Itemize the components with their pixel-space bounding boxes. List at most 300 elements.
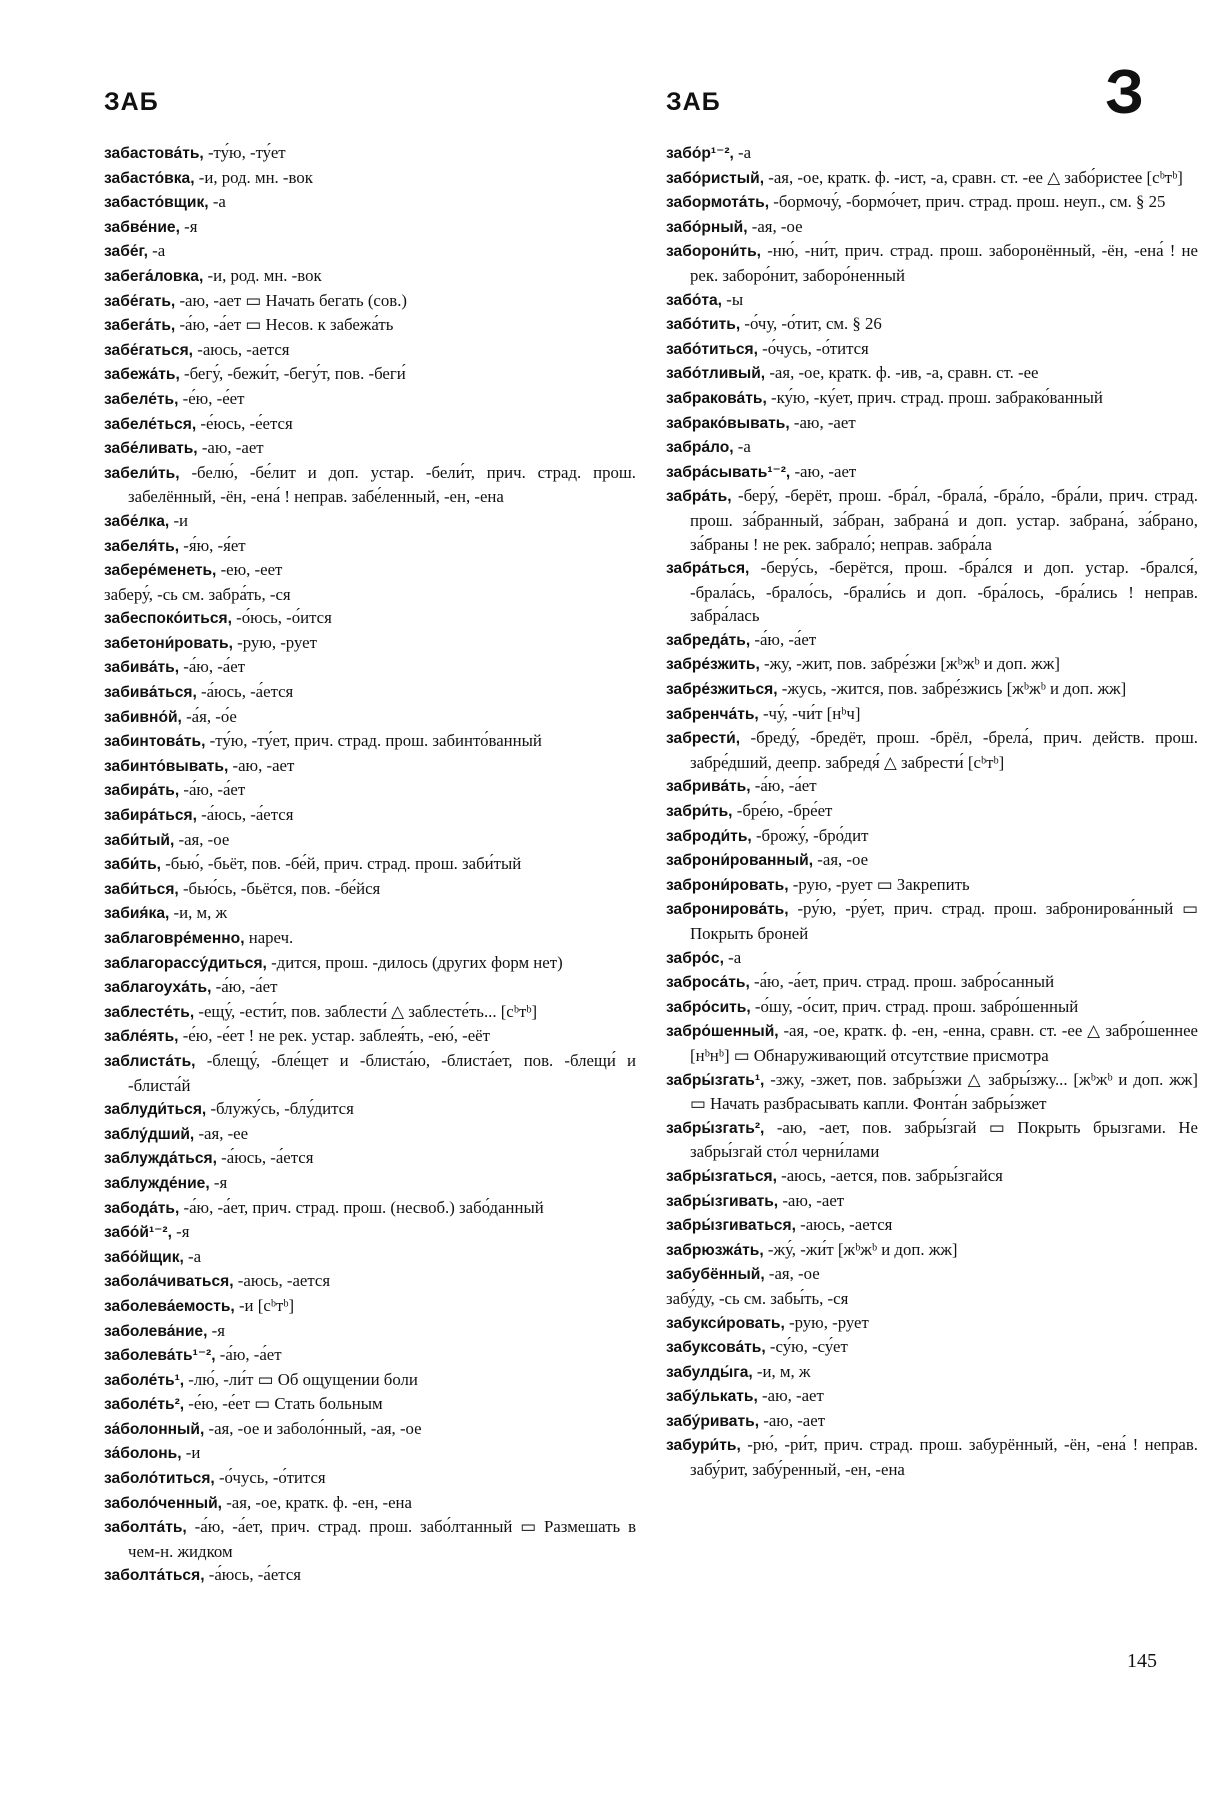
entry-body: -ая, -ое, кратк. ф. -ен, -ена xyxy=(222,1492,412,1512)
entry-body: заберу́, -сь см. забра́ть, -ся xyxy=(104,584,291,604)
entry-body: -рую, -рует xyxy=(784,1312,869,1332)
dictionary-entry xyxy=(104,264,636,289)
entry-body: -я xyxy=(207,1320,225,1340)
dictionary-entry xyxy=(666,460,1198,485)
headword: забеле́ть, xyxy=(104,390,179,408)
dictionary-entry xyxy=(666,239,1198,287)
dictionary-entry xyxy=(104,680,636,705)
dictionary-entry xyxy=(666,1189,1198,1214)
entry-body: -а́я, -о́е xyxy=(181,706,237,726)
dictionary-entry xyxy=(104,1515,636,1563)
headword: заби́тый, xyxy=(104,831,175,849)
dictionary-entry xyxy=(666,1335,1198,1360)
headword: забеля́ть, xyxy=(104,537,180,555)
dictionary-entry xyxy=(104,1441,636,1466)
dictionary-entry xyxy=(104,1491,636,1516)
entry-body: -ая, -ое, кратк. ф. -ен, -енна, сравн. ст. -ее △ забро́шеннее [нᵇнᵇ] ▭ Обнаруживающий отсутствие присмотра xyxy=(690,1021,1198,1065)
entry-body: нареч. xyxy=(244,928,294,947)
dictionary-entry xyxy=(104,803,636,828)
entry-body: -а́ю, -а́ет, прич. страд. прош. забо́лтанный ▭ Размешать в чем-н. жидком xyxy=(128,1517,636,1561)
entry-body: -а́юсь, -а́ется xyxy=(216,1148,314,1168)
headword: забро́сить, xyxy=(666,998,751,1016)
headword: забо́тливый, xyxy=(666,365,766,383)
headword: забеле́ться, xyxy=(104,415,197,433)
headword: забастова́ть, xyxy=(104,145,204,162)
headword: забега́ть, xyxy=(104,317,176,335)
dictionary-entry xyxy=(666,1384,1198,1409)
entry-body: -я́ю, -я́ет xyxy=(179,535,246,555)
headword: за́болонь, xyxy=(104,1445,182,1463)
headword: забо́р¹⁻², xyxy=(666,145,734,162)
entry-body: -а xyxy=(723,947,742,967)
headword: забронирова́ть, xyxy=(666,901,789,919)
headword: забро́шенный, xyxy=(666,1023,779,1041)
entry-body: -ту́ю, -ту́ет, прич. страд. прош. забинто́ванный xyxy=(205,731,542,751)
dictionary-entry xyxy=(104,1319,636,1344)
entry-body: -и, род. мн. -вок xyxy=(194,167,313,187)
headword: забира́ть, xyxy=(104,782,180,800)
dictionary-entry xyxy=(104,655,636,680)
dictionary-entry xyxy=(666,484,1198,556)
headword: забо́ристый, xyxy=(666,169,765,187)
entry-body: -о́чу, -о́тит, см. § 26 xyxy=(740,314,882,334)
dictionary-entry xyxy=(104,951,636,976)
dictionary-entry xyxy=(104,1563,636,1588)
headword: забры́згать¹, xyxy=(666,1071,765,1089)
entry-body: -а xyxy=(208,192,226,212)
dictionary-entry xyxy=(104,828,636,853)
entry-body: -я xyxy=(171,1222,190,1242)
entry-body: -жусь, -жится, пов. забре́зжись [жᵇжᵇ и доп. жж] xyxy=(777,679,1127,699)
headword: заброни́ровать, xyxy=(666,876,789,894)
entry-body: -а́ю, -а́ет xyxy=(215,1345,282,1365)
dictionary-entry xyxy=(104,1049,636,1097)
entry-body: -а́ю, -а́ет xyxy=(179,780,246,800)
dictionary-entry xyxy=(666,628,1198,653)
entry-body: -а́юсь, -а́ется xyxy=(196,805,294,825)
headword: заблу́дший, xyxy=(104,1125,195,1143)
dictionary-entry xyxy=(104,387,636,412)
headword: заболе́ть¹, xyxy=(104,1371,185,1389)
headword: забро́с, xyxy=(666,949,724,967)
entry-body: -и, род. мн. -вок xyxy=(203,265,322,285)
entry-body: -ру́ю, -ру́ет, прич. страд. прош. забронирова́нный ▭ Покрыть броней xyxy=(690,899,1198,943)
dictionary-entry xyxy=(104,509,636,534)
dictionary-entry xyxy=(104,436,636,461)
headword: забола́чиваться, xyxy=(104,1273,234,1291)
entry-body: -дится, прош. -дилось (других форм нет) xyxy=(266,952,563,972)
entry-body: -я xyxy=(179,216,198,236)
headword: забра́ть, xyxy=(666,488,732,506)
page-number: 145 xyxy=(1127,1650,1157,1672)
headword: забежа́ть, xyxy=(104,366,180,384)
dictionary-entry xyxy=(104,1122,636,1147)
headword: забуксова́ть, xyxy=(666,1339,766,1357)
entry-body: -ая, -ее xyxy=(194,1123,249,1143)
entry-body: -аю, -ает xyxy=(757,1386,824,1406)
headword: забулды́га, xyxy=(666,1363,753,1381)
entry-body: -о́чусь, -о́тится xyxy=(757,338,869,358)
entry-body: -бормочу́, -бормо́чет, прич. страд. прош. неуп., см. § 25 xyxy=(769,192,1166,212)
headword: забрива́ть, xyxy=(666,778,751,796)
dictionary-entry xyxy=(666,386,1198,411)
entry-body: -аю, -ает xyxy=(790,461,857,481)
headword: заброди́ть, xyxy=(666,827,752,845)
entry-body: -ая, -ое xyxy=(764,1264,820,1284)
dictionary-entry xyxy=(104,1024,636,1049)
headword: забре́зжить, xyxy=(666,656,760,674)
dictionary-entry xyxy=(104,338,636,363)
entry-body: -я xyxy=(209,1172,228,1192)
entry-body: -белю́, -бе́лит и доп. устар. -бели́т, прич. страд. прош. забелённый, -ён, -ена́ ! неправ. забе́ленный, -ен, -ена xyxy=(128,462,636,507)
headword: забры́згаться, xyxy=(666,1167,777,1185)
entry-body: -беру́, -берёт, прош. -бра́л, -брала́, -бра́ло, -бра́ли, прич. страд. прош. за́бранный, за́бран, забрана́ и доп. устар. забрана́, за́брано, за́браны ! не рек. забрало́; неправ. забра́ла xyxy=(690,486,1198,554)
headword: забо́тить, xyxy=(666,316,741,334)
entry-body: -чу́, -чи́т [нᵇч] xyxy=(758,703,861,723)
headword: забукси́ровать, xyxy=(666,1314,785,1332)
dictionary-entry xyxy=(666,556,1198,628)
headword: заболо́титься, xyxy=(104,1470,215,1488)
entry-body: -а xyxy=(733,143,752,162)
entry-body: -рую, -рует xyxy=(232,632,317,652)
headword: заброни́рованный, xyxy=(666,852,814,870)
headword: заблужде́ние, xyxy=(104,1174,210,1192)
entry-body: -бреду́, -бредёт, прош. -брёл, -брела́, прич. действ. прош. забре́дший, деепр. забредя́ △ забрести́ [сᵇтᵇ] xyxy=(690,728,1198,772)
headword: заблиста́ть, xyxy=(104,1052,196,1070)
headword: заболо́ченный, xyxy=(104,1494,223,1512)
dictionary-entry xyxy=(104,1000,636,1025)
dictionary-entry xyxy=(666,361,1198,386)
headword: забубённый, xyxy=(666,1266,765,1284)
dictionary-entry xyxy=(104,1171,636,1196)
headword: забу́лькать, xyxy=(666,1388,758,1406)
headword: забормота́ть, xyxy=(666,194,770,212)
headword: забве́ние, xyxy=(104,218,180,236)
entry-body: -а́ю, -а́ет, прич. страд. прош. (несвоб.) забо́данный xyxy=(179,1197,544,1217)
dictionary-entry xyxy=(104,558,636,583)
dictionary-entry xyxy=(104,1146,636,1171)
headword: забра́ться, xyxy=(666,560,750,578)
entry-body: -о́шу, -о́сит, прич. страд. прош. забро́шенный xyxy=(750,996,1079,1016)
dictionary-entry xyxy=(666,652,1198,677)
headword: забле́ять, xyxy=(104,1028,179,1046)
left-column xyxy=(104,141,636,1588)
entry-body: -е́ю, -е́ет ▭ Стать больным xyxy=(184,1394,383,1414)
headword: забо́йщик, xyxy=(104,1248,184,1266)
headword: заблагорассу́диться, xyxy=(104,954,267,972)
headword: забасто́вщик, xyxy=(104,194,209,212)
dictionary-entry xyxy=(104,534,636,559)
dictionary-entry xyxy=(666,1287,1198,1311)
entry-body: -ая, -ое xyxy=(174,829,230,849)
dictionary-entry xyxy=(666,1360,1198,1385)
headword: забива́ть, xyxy=(104,659,180,677)
dictionary-entry xyxy=(666,702,1198,727)
headword: заблужда́ться, xyxy=(104,1150,217,1168)
dictionary-entry xyxy=(104,583,636,607)
dictionary-entry xyxy=(666,215,1198,240)
headword: забинтова́ть, xyxy=(104,733,206,751)
entry-body: -а́ю, -а́ет xyxy=(750,776,817,796)
dictionary-entry xyxy=(104,141,636,166)
headword: забира́ться, xyxy=(104,807,197,825)
dictionary-entry xyxy=(104,1343,636,1368)
entry-body: -бью́сь, -бьётся, пов. -бе́йся xyxy=(178,878,381,898)
dictionary-entry xyxy=(104,239,636,264)
headword: забра́ло, xyxy=(666,439,734,457)
entry-body: -а́ю, -а́ет xyxy=(211,977,278,997)
dictionary-entry xyxy=(104,852,636,877)
headword: забеспоко́иться, xyxy=(104,610,232,628)
dictionary-entry xyxy=(104,877,636,902)
dictionary-entry xyxy=(666,435,1198,460)
entry-body: -аю, -ает xyxy=(197,438,264,458)
headword: заболта́ть, xyxy=(104,1519,187,1537)
dictionary-entry xyxy=(104,729,636,754)
entry-body: -аюсь, -ается xyxy=(233,1271,331,1291)
entry-body: -и [сᵇтᵇ] xyxy=(234,1295,295,1315)
entry-body: -зжу, -зжет, пов. забры́зжи △ забры́зжу... [жᵇжᵇ и доп. жж] ▭ Начать разбрасывать капли. Фонта́н забры́зжет xyxy=(690,1069,1198,1114)
headword: забры́згиваться, xyxy=(666,1217,796,1235)
headword: забренча́ть, xyxy=(666,705,759,723)
headword: заби́ться, xyxy=(104,880,179,898)
dictionary-entry xyxy=(104,166,636,191)
dictionary-entry xyxy=(666,411,1198,436)
headword: забе́г, xyxy=(104,243,148,261)
dictionary-entry xyxy=(104,412,636,437)
dictionary-entry xyxy=(666,1262,1198,1287)
entry-body: -а́юсь, -а́ется xyxy=(204,1565,301,1585)
dictionary-entry xyxy=(666,726,1198,774)
headword: забрако́вывать, xyxy=(666,414,790,432)
entry-body: -блещу́, -бле́щет и -блиста́ю, -блиста́ет, пов. -блещи́ и -блиста́й xyxy=(128,1050,636,1095)
headword: заболта́ться, xyxy=(104,1567,205,1585)
entry-body: -а́ю, -а́ет, прич. страд. прош. забро́санный xyxy=(749,972,1055,992)
dictionary-entry xyxy=(104,1294,636,1319)
entry-body: -аю, -ает xyxy=(228,755,295,775)
headword: заблаговре́менно, xyxy=(104,930,245,947)
dictionary-entry xyxy=(666,190,1198,215)
dictionary-entry xyxy=(666,848,1198,873)
entry-body: -и, м, ж xyxy=(752,1361,811,1381)
entry-body: -ая, -ое xyxy=(747,216,803,236)
headword: за́болонный, xyxy=(104,1420,205,1438)
headword: забре́зжиться, xyxy=(666,681,778,699)
dictionary-entry xyxy=(666,1311,1198,1336)
dictionary-entry xyxy=(666,799,1198,824)
headword: забрести́, xyxy=(666,730,741,748)
dictionary-entry xyxy=(666,1213,1198,1238)
entry-body: -рую, -рует ▭ Закрепить xyxy=(788,874,970,894)
dictionary-entry xyxy=(104,778,636,803)
dictionary-entry xyxy=(666,873,1198,898)
dictionary-entry xyxy=(666,1019,1198,1067)
entry-body: -а́ю, -а́ет ▭ Несов. к забежа́ть xyxy=(175,315,394,335)
headword: забе́гать, xyxy=(104,292,176,310)
entry-body: -аюсь, -ается xyxy=(193,339,290,359)
dictionary-entry xyxy=(666,970,1198,995)
headword: забури́ть, xyxy=(666,1437,741,1455)
headword: забры́згать², xyxy=(666,1119,765,1137)
headword: забе́гаться, xyxy=(104,341,194,359)
dictionary-entry xyxy=(104,1368,636,1393)
dictionary-entry xyxy=(666,1238,1198,1263)
entry-body: -аю, -ает xyxy=(789,412,856,432)
dictionary-entry xyxy=(104,1269,636,1294)
dictionary-entry xyxy=(666,995,1198,1020)
headword: забо́титься, xyxy=(666,340,758,358)
dictionary-entry xyxy=(666,288,1198,313)
dictionary-entry xyxy=(666,897,1198,945)
dictionary-entry xyxy=(104,1466,636,1491)
entry-body: -и xyxy=(181,1443,201,1463)
entry-body: -ею, -еет xyxy=(216,560,283,580)
entry-body: -блужу́сь, -блу́дится xyxy=(206,1099,354,1119)
entry-body: -ню́, -ни́т, прич. страд. прош. заборонённый, -ён, -ена́ ! не рек. заборо́нит, заборо́ненный xyxy=(690,241,1198,285)
entry-body: -ая, -ое и заболо́нный, -ая, -ое xyxy=(204,1418,422,1438)
dictionary-entry xyxy=(104,1417,636,1442)
dictionary-entry xyxy=(666,1409,1198,1434)
dictionary-entry xyxy=(666,1164,1198,1189)
dictionary-entry xyxy=(666,337,1198,362)
headword: заблагоуха́ть, xyxy=(104,979,212,997)
dictionary-entry xyxy=(104,705,636,730)
entry-body: -аюсь, -ается xyxy=(795,1215,893,1235)
entry-body: -е́ю, -е́ет ! не рек. устар. заблея́ть, -ею́, -еёт xyxy=(178,1026,490,1046)
entry-body: -бегу́, -бежи́т, -бегу́т, пов. -беги́ xyxy=(179,364,406,384)
entry-body: -и, м, ж xyxy=(169,903,228,923)
entry-body: -жу́, -жи́т [жᵇжᵇ и доп. жж] xyxy=(763,1239,958,1259)
headword: забасто́вка, xyxy=(104,169,195,187)
headword: забивно́й, xyxy=(104,708,182,726)
entry-body: -бре́ю, -бре́ет xyxy=(732,801,833,821)
headword: забри́ть, xyxy=(666,803,733,821)
section-letter: З xyxy=(1105,58,1144,127)
entry-body: -ая, -ое xyxy=(813,850,869,870)
dictionary-entry xyxy=(666,824,1198,849)
headword: заболе́ть², xyxy=(104,1396,185,1414)
headword: забега́ловка, xyxy=(104,267,204,285)
headword: заблуди́ться, xyxy=(104,1101,207,1119)
dictionary-entry xyxy=(666,1068,1198,1116)
dictionary-entry xyxy=(104,1220,636,1245)
entry-body: -рю́, -ри́т, прич. страд. прош. забурённый, -ён, -ена́ ! неправ. забу́рит, забу́ренный, -ен, -ена xyxy=(690,1435,1198,1480)
headword: забреда́ть, xyxy=(666,631,751,649)
headword: забракова́ть, xyxy=(666,389,767,407)
headword: заборони́ть, xyxy=(666,243,761,261)
dictionary-entry xyxy=(104,215,636,240)
dictionary-entry xyxy=(104,461,636,509)
entry-body: -аю, -ает ▭ Начать бегать (сов.) xyxy=(175,290,407,310)
entry-body: -а́юсь, -а́ется xyxy=(196,682,294,702)
headword: заблесте́ть, xyxy=(104,1003,195,1021)
entry-body: -ку́ю, -ку́ет, прич. страд. прош. забрако́ванный xyxy=(766,387,1103,407)
entry-body: -и xyxy=(169,510,189,530)
headword: забо́та, xyxy=(666,291,723,309)
dictionary-entry xyxy=(666,1433,1198,1481)
entry-body: -ту́ю, -ту́ет xyxy=(203,143,286,162)
headword: забо́рный, xyxy=(666,218,748,236)
dictionary-entry xyxy=(666,946,1198,971)
entry-body: -аю, -ает xyxy=(759,1410,826,1430)
entry-body: -бью́, -бьёт, пов. -бе́й, прич. страд. прош. заби́тый xyxy=(161,854,522,874)
entry-body: -лю́, -ли́т ▭ Об ощущении боли xyxy=(184,1369,418,1389)
running-head-right: ЗАБ xyxy=(666,88,721,116)
entry-body: -о́юсь, -о́ится xyxy=(231,608,332,628)
headword: забу́ривать, xyxy=(666,1412,760,1430)
entry-body: забу́ду, -сь см. забы́ть, -ся xyxy=(666,1288,849,1308)
entry-body: -жу, -жит, пов. забре́зжи [жᵇжᵇ и доп. жж] xyxy=(759,654,1060,674)
entry-body: -ая, -ое, кратк. ф. -ист, -а, сравн. ст. -ее △ забо́ристее [сᵇтᵇ] xyxy=(764,167,1183,187)
dictionary-entry xyxy=(104,754,636,779)
dictionary-entry xyxy=(104,975,636,1000)
entry-body: -аю, -ает, пов. забры́згай ▭ Покрыть брызгами. Не забры́згай сто́л черни́лами xyxy=(690,1117,1198,1162)
headword: забе́ливать, xyxy=(104,440,198,458)
entry-body: -аюсь, -ается, пов. забры́згайся xyxy=(776,1165,1003,1185)
headword: забинто́вывать, xyxy=(104,757,229,775)
dictionary-entry xyxy=(666,312,1198,337)
dictionary-entry xyxy=(104,1196,636,1221)
dictionary-entry xyxy=(666,774,1198,799)
headword: забели́ть, xyxy=(104,464,180,482)
entry-body: -брожу́, -бро́дит xyxy=(751,825,869,845)
dictionary-entry xyxy=(104,901,636,926)
headword: забе́лка, xyxy=(104,512,170,530)
dictionary-entry xyxy=(666,141,1198,166)
headword: заболева́ть¹⁻², xyxy=(104,1347,216,1365)
dictionary-entry xyxy=(666,677,1198,702)
dictionary-entry xyxy=(104,313,636,338)
headword: забрюзжа́ть, xyxy=(666,1241,764,1259)
headword: забода́ть, xyxy=(104,1199,180,1217)
entry-body: -су́ю, -су́ет xyxy=(765,1337,848,1357)
dictionary-entry xyxy=(104,362,636,387)
headword: забра́сывать¹⁻², xyxy=(666,463,791,481)
entry-body: -ещу́, -ести́т, пов. заблести́ △ заблесте́ть... [сᵇтᵇ] xyxy=(194,1001,538,1021)
headword: забива́ться, xyxy=(104,684,197,702)
entry-body: -а xyxy=(147,241,166,261)
headword: заболева́емость, xyxy=(104,1297,235,1315)
dictionary-entry xyxy=(104,631,636,656)
entry-body: -а xyxy=(183,1246,202,1266)
running-head-left: ЗАБ xyxy=(104,88,159,116)
entry-body: -е́ю, -е́ет xyxy=(178,388,245,408)
headword: забо́й¹⁻², xyxy=(104,1224,172,1242)
entry-body: -а́ю, -а́ет xyxy=(750,629,817,649)
entry-body: -а xyxy=(733,437,751,457)
dictionary-entry xyxy=(666,166,1198,191)
entry-body: -а́ю, -а́ет xyxy=(179,657,246,677)
dictionary-entry xyxy=(104,1245,636,1270)
entry-body: -ая, -ое, кратк. ф. -ив, -а, сравн. ст. -ее xyxy=(765,363,1039,383)
dictionary-entry xyxy=(666,1116,1198,1164)
dictionary-entry xyxy=(104,606,636,631)
entry-body: -аю, -ает xyxy=(778,1190,845,1210)
entry-body: -о́чусь, -о́тится xyxy=(214,1468,326,1488)
headword: забетони́ровать, xyxy=(104,634,233,652)
headword: забры́згивать, xyxy=(666,1192,779,1210)
dictionary-entry xyxy=(104,1392,636,1417)
dictionary-entry xyxy=(104,926,636,951)
dictionary-entry xyxy=(104,1097,636,1122)
headword: заболева́ние, xyxy=(104,1322,208,1340)
headword: заброса́ть, xyxy=(666,974,750,992)
entry-body: -е́юсь, -е́ется xyxy=(196,413,293,433)
headword: забере́менеть, xyxy=(104,562,217,580)
dictionary-entry xyxy=(104,190,636,215)
headword: заби́ть, xyxy=(104,856,161,874)
right-column xyxy=(666,141,1198,1482)
